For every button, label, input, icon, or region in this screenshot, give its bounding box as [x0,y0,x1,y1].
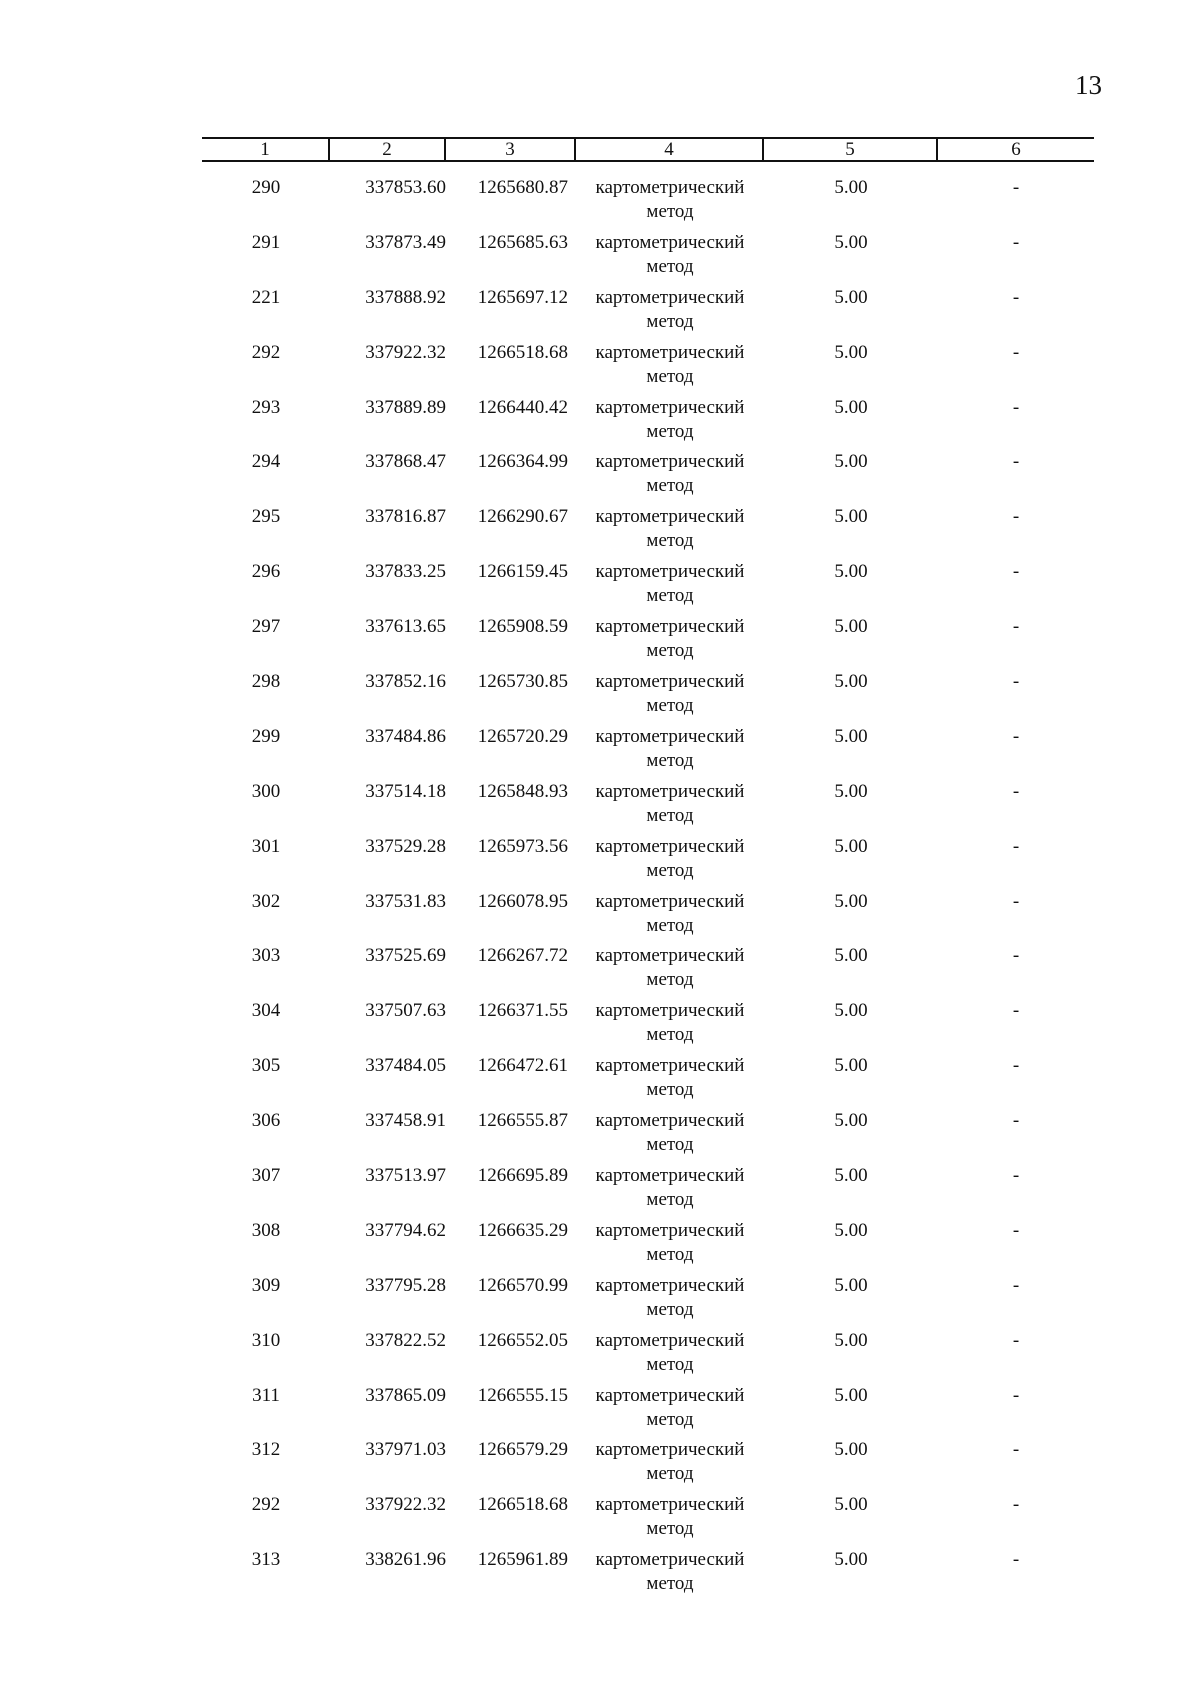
y-coordinate-cell: 1266695.89 [477,1165,568,1187]
note-cell: - [1012,341,1020,363]
table-row [202,1054,1094,1109]
y-coordinate-cell: 1266371.55 [477,1000,568,1022]
y-coordinate-cell: 1266518.68 [477,341,568,363]
point-number-cell: 308 [251,1219,281,1241]
method-cell [576,450,764,505]
method-cell [576,670,764,725]
table-row [202,1548,1094,1603]
table-row [202,286,1094,341]
method-line-2: метод [646,585,694,607]
note-cell: - [1012,1329,1020,1351]
table-row [202,780,1094,835]
x-coordinate-cell: 337922.32 [365,1494,446,1516]
method-line-2: метод [646,914,694,936]
method-cell [576,1274,764,1329]
method-line-2: метод [646,255,694,277]
method-line-2: метод [646,1518,694,1540]
method-line-1: картометрический [595,671,745,693]
x-coordinate-cell: 338261.96 [365,1549,446,1571]
method-line-1: картометрический [595,725,745,747]
point-number-cell: 300 [251,780,281,802]
point-number-cell: 292 [251,341,281,363]
accuracy-cell: 5.00 [834,1494,868,1516]
method-line-2: метод [646,1353,694,1375]
accuracy-cell: 5.00 [834,506,868,528]
note-cell: - [1012,945,1020,967]
method-line-1: картометрический [595,780,745,802]
accuracy-cell: 5.00 [834,1274,868,1296]
accuracy-cell: 5.00 [834,671,868,693]
table-row [202,396,1094,451]
y-coordinate-cell: 1266570.99 [477,1274,568,1296]
method-line-1: картометрический [595,1549,745,1571]
x-coordinate-cell: 337529.28 [365,835,446,857]
note-cell: - [1012,506,1020,528]
x-coordinate-cell: 337531.83 [365,890,446,912]
accuracy-cell: 5.00 [834,1439,868,1461]
method-line-1: картометрический [595,1000,745,1022]
method-line-1: картометрический [595,1494,745,1516]
y-coordinate-cell: 1265961.89 [477,1549,568,1571]
point-number-cell: 307 [251,1165,281,1187]
method-cell [576,780,764,835]
x-coordinate-cell: 337865.09 [365,1384,446,1406]
point-number-cell: 313 [251,1549,281,1571]
accuracy-cell: 5.00 [834,1055,868,1077]
accuracy-cell: 5.00 [834,286,868,308]
table-header-row [202,137,1094,162]
method-line-1: картометрический [595,286,745,308]
point-number-cell: 304 [251,1000,281,1022]
table-row [202,1329,1094,1384]
method-line-2: метод [646,1079,694,1101]
method-cell [576,176,764,231]
note-cell: - [1012,1055,1020,1077]
method-cell [576,1438,764,1493]
point-number-cell: 291 [251,231,281,253]
accuracy-cell: 5.00 [834,616,868,638]
column-header-3: 3 [446,139,576,160]
method-cell [576,505,764,560]
accuracy-cell: 5.00 [834,890,868,912]
column-header-1: 1 [202,139,330,160]
method-cell [576,1109,764,1164]
table-row [202,1493,1094,1548]
point-number-cell: 303 [251,945,281,967]
note-cell: - [1012,396,1020,418]
y-coordinate-cell: 1266518.68 [477,1494,568,1516]
x-coordinate-cell: 337889.89 [365,396,446,418]
table-row [202,1438,1094,1493]
x-coordinate-cell: 337507.63 [365,1000,446,1022]
x-coordinate-cell: 337822.52 [365,1329,446,1351]
accuracy-cell: 5.00 [834,835,868,857]
method-line-1: картометрический [595,177,745,198]
accuracy-cell: 5.00 [834,451,868,473]
method-line-2: метод [646,420,694,442]
note-cell: - [1012,835,1020,857]
table-row [202,505,1094,560]
accuracy-cell: 5.00 [834,725,868,747]
point-number-cell: 302 [251,890,281,912]
y-coordinate-cell: 1266078.95 [477,890,568,912]
method-line-1: картометрический [595,1219,745,1241]
method-line-1: картометрический [595,451,745,473]
table-row [202,944,1094,999]
point-number-cell: 301 [251,835,281,857]
x-coordinate-cell: 337484.05 [365,1055,446,1077]
table-row [202,1219,1094,1274]
method-cell [576,1493,764,1548]
method-line-1: картометрический [595,506,745,528]
table-row [202,1109,1094,1164]
note-cell: - [1012,1165,1020,1187]
table-row [202,670,1094,725]
point-number-cell: 221 [251,286,281,308]
method-cell [576,341,764,396]
method-line-2: метод [646,1189,694,1211]
y-coordinate-cell: 1265685.63 [477,231,568,253]
method-line-2: метод [646,1134,694,1156]
method-cell [576,1164,764,1219]
method-cell [576,725,764,780]
x-coordinate-cell: 337816.87 [365,506,446,528]
table-row [202,1274,1094,1329]
method-line-1: картометрический [595,1110,745,1132]
method-line-2: метод [646,365,694,387]
x-coordinate-cell: 337922.32 [365,341,446,363]
method-cell [576,1548,764,1603]
table-row [202,231,1094,286]
method-line-2: метод [646,1298,694,1320]
method-line-1: картометрический [595,341,745,363]
method-cell [576,286,764,341]
note-cell: - [1012,1494,1020,1516]
method-cell [576,1219,764,1274]
y-coordinate-cell: 1265848.93 [477,780,568,802]
method-line-2: метод [646,201,694,222]
point-number-cell: 299 [251,725,281,747]
method-line-1: картометрический [595,561,745,583]
column-header-2: 2 [330,139,446,160]
method-cell [576,615,764,670]
accuracy-cell: 5.00 [834,1219,868,1241]
method-line-2: метод [646,859,694,881]
note-cell: - [1012,1439,1020,1461]
method-cell [576,1384,764,1439]
x-coordinate-cell: 337484.86 [365,725,446,747]
method-cell [576,1329,764,1384]
note-cell: - [1012,890,1020,912]
y-coordinate-cell: 1265697.12 [477,286,568,308]
note-cell: - [1012,231,1020,253]
point-number-cell: 298 [251,671,281,693]
accuracy-cell: 5.00 [834,945,868,967]
method-cell [576,1054,764,1109]
table-row [202,450,1094,505]
column-header-5: 5 [764,139,938,160]
method-line-2: метод [646,1463,694,1485]
point-number-cell: 290 [251,177,281,198]
method-line-2: метод [646,310,694,332]
accuracy-cell: 5.00 [834,1000,868,1022]
note-cell: - [1012,671,1020,693]
y-coordinate-cell: 1266552.05 [477,1329,568,1351]
point-number-cell: 306 [251,1110,281,1132]
x-coordinate-cell: 337971.03 [365,1439,446,1461]
table-row [202,560,1094,615]
y-coordinate-cell: 1266635.29 [477,1219,568,1241]
method-line-1: картометрический [595,1055,745,1077]
x-coordinate-cell: 337868.47 [365,451,446,473]
method-line-1: картометрический [595,616,745,638]
x-coordinate-cell: 337852.16 [365,671,446,693]
method-line-2: метод [646,1408,694,1430]
note-cell: - [1012,616,1020,638]
note-cell: - [1012,725,1020,747]
table-row [202,835,1094,890]
point-number-cell: 297 [251,616,281,638]
accuracy-cell: 5.00 [834,177,868,198]
y-coordinate-cell: 1266555.15 [477,1384,568,1406]
method-line-1: картометрический [595,1384,745,1406]
note-cell: - [1012,1549,1020,1571]
method-line-1: картометрический [595,396,745,418]
point-number-cell: 296 [251,561,281,583]
column-header-4: 4 [576,139,764,160]
x-coordinate-cell: 337513.97 [365,1165,446,1187]
method-cell [576,890,764,945]
table-row [202,176,1094,231]
y-coordinate-cell: 1266267.72 [477,945,568,967]
point-number-cell: 294 [251,451,281,473]
x-coordinate-cell: 337795.28 [365,1274,446,1296]
method-line-2: метод [646,749,694,771]
point-number-cell: 310 [251,1329,281,1351]
x-coordinate-cell: 337794.62 [365,1219,446,1241]
coordinates-table [202,137,1094,1603]
note-cell: - [1012,286,1020,308]
accuracy-cell: 5.00 [834,1384,868,1406]
method-line-2: метод [646,1243,694,1265]
x-coordinate-cell: 337873.49 [365,231,446,253]
note-cell: - [1012,451,1020,473]
accuracy-cell: 5.00 [834,561,868,583]
accuracy-cell: 5.00 [834,780,868,802]
table-row [202,1164,1094,1219]
point-number-cell: 295 [251,506,281,528]
table-row [202,615,1094,670]
table-row [202,999,1094,1054]
method-line-1: картометрический [595,1274,745,1296]
x-coordinate-cell: 337833.25 [365,561,446,583]
method-line-1: картометрический [595,945,745,967]
y-coordinate-cell: 1265730.85 [477,671,568,693]
method-cell [576,231,764,286]
note-cell: - [1012,1219,1020,1241]
accuracy-cell: 5.00 [834,1329,868,1351]
x-coordinate-cell: 337514.18 [365,780,446,802]
method-line-2: метод [646,640,694,662]
method-cell [576,560,764,615]
method-line-2: метод [646,475,694,497]
method-line-2: метод [646,530,694,552]
x-coordinate-cell: 337613.65 [365,616,446,638]
page-number: 13 [1075,70,1102,100]
x-coordinate-cell: 337853.60 [365,177,446,198]
note-cell: - [1012,561,1020,583]
method-line-2: метод [646,1024,694,1046]
method-cell [576,944,764,999]
y-coordinate-cell: 1265720.29 [477,725,568,747]
table-row [202,1384,1094,1439]
method-cell [576,835,764,890]
method-line-1: картометрический [595,1165,745,1187]
note-cell: - [1012,1384,1020,1406]
method-line-2: метод [646,969,694,991]
table-body [202,176,1094,1603]
point-number-cell: 293 [251,396,281,418]
method-line-1: картометрический [595,890,745,912]
table-row [202,725,1094,780]
accuracy-cell: 5.00 [834,1165,868,1187]
x-coordinate-cell: 337525.69 [365,945,446,967]
method-line-1: картометрический [595,835,745,857]
y-coordinate-cell: 1266364.99 [477,451,568,473]
point-number-cell: 305 [251,1055,281,1077]
y-coordinate-cell: 1266472.61 [477,1055,568,1077]
accuracy-cell: 5.00 [834,231,868,253]
method-line-1: картометрический [595,1439,745,1461]
y-coordinate-cell: 1265680.87 [477,177,568,198]
method-line-1: картометрический [595,231,745,253]
accuracy-cell: 5.00 [834,396,868,418]
accuracy-cell: 5.00 [834,1110,868,1132]
method-line-2: метод [646,695,694,717]
table-row [202,341,1094,396]
note-cell: - [1012,1274,1020,1296]
method-line-2: метод [646,1573,694,1595]
y-coordinate-cell: 1266440.42 [477,396,568,418]
y-coordinate-cell: 1266555.87 [477,1110,568,1132]
point-number-cell: 292 [251,1494,281,1516]
y-coordinate-cell: 1265973.56 [477,835,568,857]
method-line-2: метод [646,804,694,826]
y-coordinate-cell: 1266159.45 [477,561,568,583]
column-header-6: 6 [1011,139,1021,160]
point-number-cell: 312 [251,1439,281,1461]
method-cell [576,999,764,1054]
note-cell: - [1012,1110,1020,1132]
y-coordinate-cell: 1266579.29 [477,1439,568,1461]
x-coordinate-cell: 337888.92 [365,286,446,308]
point-number-cell: 311 [252,1384,280,1406]
y-coordinate-cell: 1266290.67 [477,506,568,528]
note-cell: - [1012,780,1020,802]
table-row [202,890,1094,945]
note-cell: - [1012,1000,1020,1022]
x-coordinate-cell: 337458.91 [365,1110,446,1132]
point-number-cell: 309 [251,1274,281,1296]
y-coordinate-cell: 1265908.59 [477,616,568,638]
method-cell [576,396,764,451]
method-line-1: картометрический [595,1329,745,1351]
accuracy-cell: 5.00 [834,341,868,363]
accuracy-cell: 5.00 [834,1549,868,1571]
note-cell: - [1012,177,1020,198]
